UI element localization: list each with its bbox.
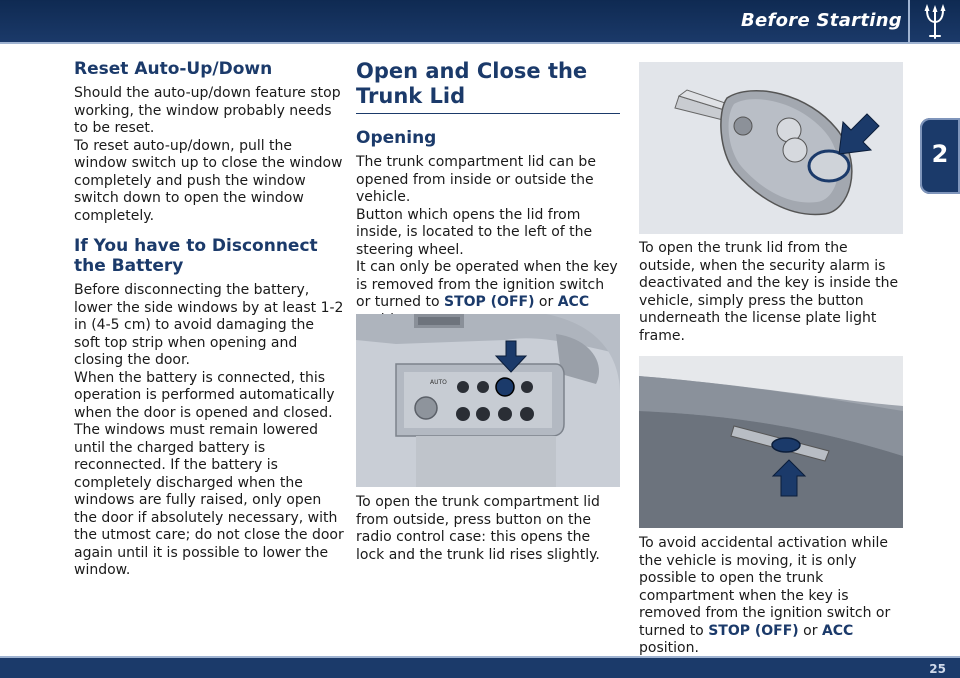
- chapter-number: 2: [931, 140, 949, 168]
- text-run: or: [798, 622, 822, 639]
- text-run: To avoid accidental activation while the vehicle is moving, it is only possible to open the trunk compartment when the key is removed from the ignition switch or turned to: [639, 535, 891, 639]
- key-position-stop-off: STOP (OFF): [443, 294, 535, 310]
- reset-paragraph-1: Should the auto-up/down feature stop working, the window probably needs to be reset.: [74, 85, 341, 136]
- chapter-tab: [920, 118, 960, 194]
- heading-underline: [356, 113, 620, 114]
- page-number: 25: [929, 662, 946, 676]
- key-position-acc: ACC: [557, 294, 590, 310]
- heading-reset-auto-up-down: Reset Auto-Up/Down: [74, 59, 273, 79]
- opening-paragraph-2: Button which opens the lid from inside, is located to the left of the steering wheel.: [356, 206, 593, 258]
- chapter-title: Before Starting: [740, 10, 902, 31]
- license-plate-paragraph: To open the trunk lid from the outside, when the security alarm is deactivated and the key is inside the vehicle, simply press the button underneath the license plate light frame.: [639, 240, 899, 344]
- header-rule: [0, 42, 960, 44]
- subheading-opening: Opening: [356, 128, 437, 148]
- radio-control-caption: To open the trunk compartment lid from outside, press button on the radio control case: this opens the lock and the trunk lid rises slightly.: [356, 494, 600, 563]
- column-left: [74, 59, 344, 580]
- footer-bar: [0, 656, 960, 678]
- key-position-acc: ACC: [821, 622, 854, 639]
- battery-paragraph-1: Before disconnecting the battery, lower the side windows by at least 1-2 in (4-5 cm) to avoid damaging the soft top strip when opening and closing the door.: [74, 282, 344, 368]
- reset-paragraph-2: To reset auto-up/down, pull the window switch up to close the window completely and push the window switch down to open the window completely.: [74, 137, 343, 224]
- key-fob-illustration: [639, 62, 903, 234]
- header-bar: [0, 0, 960, 44]
- heading-trunk-lid: Open and Close the Trunk Lid: [356, 59, 588, 108]
- column-middle-caption: [356, 494, 620, 564]
- accidental-activation-paragraph: [639, 535, 907, 658]
- text-run: or: [534, 294, 558, 310]
- battery-paragraph-2: When the battery is connected, this operation is performed automatically when the door is opened and closed. The windows must remain lowered until the charged battery is reconnected. If the battery is completely discharged when the windows are fully raised, only open the door if absolutely necessary, with the utmost care; do not close the door again until it is possible to lower the window.: [74, 369, 344, 578]
- text-run: position.: [639, 640, 699, 656]
- heading-disconnect-battery: If You have to Disconnect the Battery: [74, 236, 318, 276]
- key-position-stop-off: STOP (OFF): [708, 622, 799, 639]
- trident-logo-icon: [908, 0, 960, 44]
- column-right-top: [639, 240, 903, 345]
- trunk-button-illustration: [639, 356, 903, 528]
- column-middle: [356, 59, 620, 329]
- dashboard-switch-illustration: [356, 314, 620, 487]
- column-right-bottom: [639, 535, 907, 658]
- auto-label: AUTO: [430, 379, 447, 386]
- text-run: It can only be operated when the key is removed from the ignition switch or turned to: [356, 259, 618, 310]
- footer-rule: [0, 656, 960, 658]
- opening-paragraph-1: The trunk compartment lid can be opened from inside or outside the vehicle.: [356, 154, 596, 205]
